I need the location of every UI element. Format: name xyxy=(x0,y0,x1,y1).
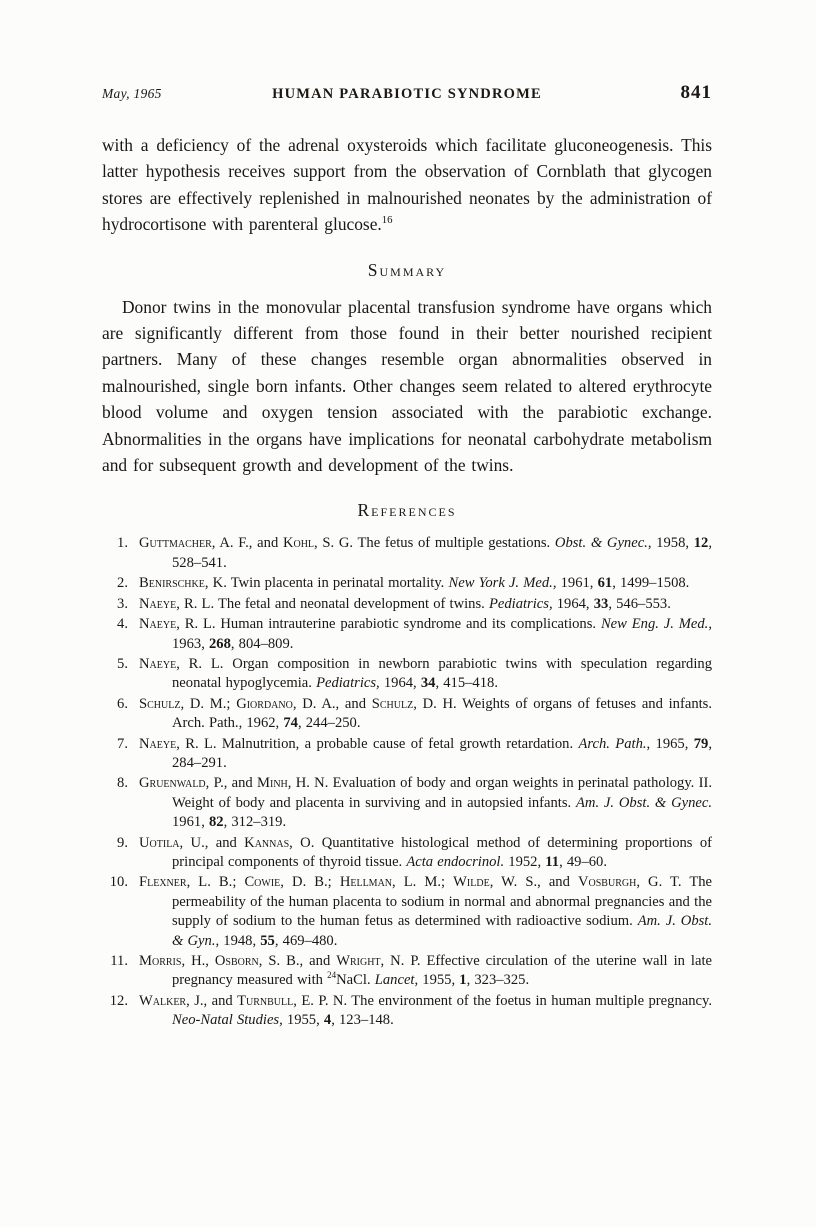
reference-item xyxy=(102,952,712,991)
reference-number: 7. xyxy=(117,735,128,752)
reference-item xyxy=(102,992,712,1031)
reference-item xyxy=(102,534,712,573)
references-list xyxy=(102,534,712,1030)
reference-text: Uotila, U., and Kannas, O. Quantitative histological method of determining proportions of principal components of thyroid tissue. Acta endocrinol. 1952, 11, 49–60. xyxy=(139,834,712,870)
issue-date: May, 1965 xyxy=(102,86,162,101)
reference-number: 9. xyxy=(117,834,128,851)
reference-item xyxy=(102,595,712,614)
reference-text: Morris, H., Osborn, S. B., and Wright, N. P. Effective circulation of the uterine wall in late pregnancy measured with $^{24}$NaCl. Lancet, 1955, 1, 323–325. xyxy=(139,953,712,989)
reference-text: Benirschke, K. Twin placenta in perinatal mortality. New York J. Med., 1961, 61, 1499–1508. xyxy=(139,575,690,592)
reference-item xyxy=(102,735,712,774)
summary-paragraph: Donor twins in the monovular placental transfusion syndrome have organs which are significantly different from those found in their better nourished recipient partners. Many of these changes resemble organ abnormalities observed in malnourished, single born infants. Other changes seem related to altered erythrocyte blood volume and oxygen tension associated with the parabiotic exchange. Abnormalities in the organs have implications for neonatal carbohydrate metabolism and for subsequent growth and development of the twins. xyxy=(102,296,712,476)
reference-item xyxy=(102,873,712,951)
reference-number: 1. xyxy=(117,535,128,552)
page-body xyxy=(102,132,712,1031)
reference-text: Schulz, D. M.; Giordano, D. A., and Schulz, D. H. Weights of organs of fetuses and infants. Arch. Path., 1962, 74, 244–250. xyxy=(139,695,712,732)
summary-heading: Summary xyxy=(367,259,447,280)
reference-number: 3. xyxy=(117,595,128,612)
page-header xyxy=(102,82,712,104)
reference-item xyxy=(102,574,712,593)
reference-number: 5. xyxy=(117,655,128,672)
running-title: HUMAN PARABIOTIC SYNDROME xyxy=(272,86,542,102)
reference-number: 10. xyxy=(109,874,128,891)
reference-text: Naeye, R. L. The fetal and neonatal development of twins. Pediatrics, 1964, 33, 546–553. xyxy=(139,595,671,612)
reference-text: Walker, J., and Turnbull, E. P. N. The environment of the foetus in human multiple pregnancy. Neo-Natal Studies, 1955, 4, 123–148. xyxy=(139,992,712,1029)
reference-item xyxy=(102,615,712,654)
reference-number: 6. xyxy=(117,695,128,712)
reference-item xyxy=(102,655,712,694)
reference-number: 12. xyxy=(109,992,128,1009)
reference-number: 4. xyxy=(117,616,128,633)
intro-paragraph xyxy=(102,132,712,238)
reference-number: 8. xyxy=(117,775,128,792)
reference-text: Naeye, R. L. Organ composition in newborn parabiotic twins with speculation regarding neonatal hypoglycemia. Pediatrics, 1964, 34, 415–418. xyxy=(139,655,712,692)
reference-item xyxy=(102,834,712,873)
page-number: 841 xyxy=(680,82,712,103)
footnote-marker: 16 xyxy=(381,214,393,227)
reference-text: Naeye, R. L. Malnutrition, a probable cause of fetal growth retardation. Arch. Path., 1965, 79, 284–291. xyxy=(139,735,712,771)
reference-item xyxy=(102,695,712,734)
reference-number: 2. xyxy=(117,575,128,592)
reference-item xyxy=(102,774,712,832)
references-heading: References xyxy=(357,500,457,521)
reference-text: Naeye, R. L. Human intrauterine parabiotic syndrome and its complications. New Eng. J. Med., 1963, 268, 804–809. xyxy=(139,616,712,652)
intro-text: with a deficiency of the adrenal oxysteroids which facilitate gluconeogenesis. This latter hypothesis receives support from the observation of Cornblath that glycogen stores are effectively replenished in malnourished neonates by the administration of hydrocortisone with parenteral glucose. xyxy=(102,135,712,235)
reference-text: Flexner, L. B.; Cowie, D. B.; Hellman, L. M.; Wilde, W. S., and Vosburgh, G. T. The permeability of the human placenta to sodium in normal and abnormal pregnancies and the supply of sodium to the human fetus as determined with radioactive sodium. Am. J. Obst. & Gyn., 1948, 55, 469–480. xyxy=(139,874,713,949)
reference-number: 11. xyxy=(110,953,128,969)
reference-text: Guttmacher, A. F., and Kohl, S. G. The fetus of multiple gestations. Obst. & Gynec., 1958, 12, 528–541. xyxy=(139,535,712,571)
reference-text: Gruenwald, P., and Minh, H. N. Evaluation of body and organ weights in perinatal pathology. II. Weight of body and placenta in surviving and in autopsied infants. Am. J. Obst. & Gynec. 1961, 82, 312–319. xyxy=(139,775,712,831)
